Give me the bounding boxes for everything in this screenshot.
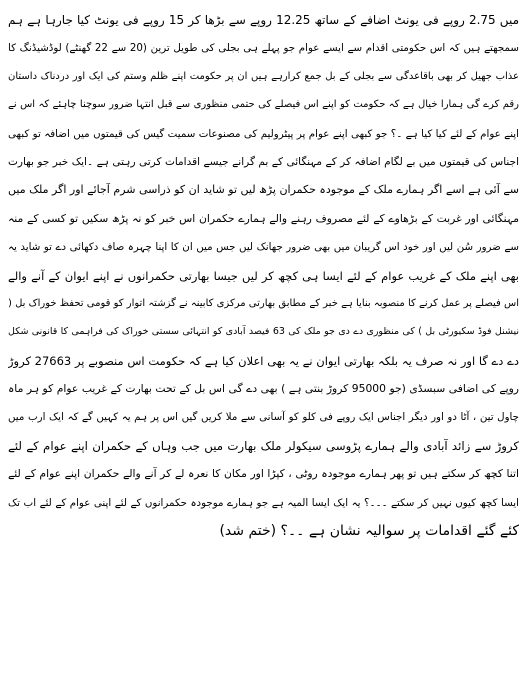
text-line-11: اس فیصلے پر عمل کرنے کا منصوبہ بنایا ہے خبر کے مطابق بھارتی مرکزی کابینہ نے گزشتہ اتوار کو قومی تحفظ خوراک بل (	[8, 297, 519, 309]
text-line-4: رقم کرے گی ہمارا خیال ہے کہ حکومت کو اپنے اس فیصلے کی حتمی منظوری سے قبل انتہا ضرور سوچنا چاہئے کہ اس نے	[8, 99, 519, 111]
text-line-13: دے دے گا اور نہ صرف یہ بلکہ بھارتی ایوان نے یہ بھی اعلان کیا ہے کہ حکومت اس منصوبے پر 27663 کروڑ	[8, 353, 519, 368]
article-body	[8, 6, 519, 545]
text-line-17: اتنا کچھ کر سکتے ہیں تو پھر ہمارے موجودہ روٹی ، کپڑا اور مکان کا نعرہ لے کر آنے والے حکمران اپنے عوام کے لئے	[8, 467, 519, 481]
text-line-5: اپنے عوام کے لئے کیا کیا ہے ۔؟ جو کبھی اپنے عوام پر پیٹرولیم کی مصنوعات سمیت گیس کی قیمتوں میں اضافہ تو کبھی	[8, 127, 519, 140]
text-line-16: کروڑ سے زائد آبادی والے ہمارے پڑوسی سیکولر ملک بھارت میں جب وہاں کے حکمران اپنے عوام کے لئے	[8, 438, 519, 453]
text-line-2: سمجھتے ہیں کہ اس حکومتی اقدام سے ایسے عوام جو پہلے ہی بجلی کی طویل ترین (20 سے 22 گھنٹے) لوڈشیڈنگ کا	[8, 42, 519, 55]
text-line-14: روپے کی اضافی سبسڈی (جو 95000 کروڑ بنتی ہے ) بھی دے گی اس بل کے تحت بھارت کے غریب عوام کو ہر ماہ	[8, 382, 519, 396]
text-line-12: نیشنل فوڈ سکیورٹی بل ) کی منظوری دے دی جو ملک کی 63 فیصد آبادی کو انتہائی سستی خوراک کی فراہمی کا قانونی شکل	[8, 326, 519, 338]
text-line-1: میں 2.75 روپے فی یونٹ اضافے کے ساتھ 12.25 روپے سے بڑھا کر 15 روپے فی یونٹ کیا جارہا ہے ہم	[8, 13, 519, 27]
text-line-18: ایسا کچھ کیوں نہیں کر سکتے ۔۔۔؟ یہ ایک ایسا المیہ ہے جو ہمارے موجودہ حکمرانوں کے لئے اپنی عوام کے لئے اب تک	[8, 496, 519, 509]
text-line-15: چاول تین ، آٹا دو اور دیگر اجناس ایک روپے فی کلو کو آسانی سے ملا کریں گیں اس پر ہم یہ کہیں گے کہ ایک ارب میں	[8, 411, 519, 424]
text-line-8: مہنگائی اور غربت کے بڑھاوے کے لئے مصروف رہنے والے ہمارے حکمران اس خبر کو نہ پڑھ سکیں تو کسی کے منہ	[8, 211, 519, 225]
text-line-9: سے ضرور سُن لیں اور خود اس گریبان میں بھی ضرور جھانک لیں جس میں ان کا اپنا چہرہ صاف دکھائی دے تو شاید یہ	[8, 241, 519, 254]
text-line-7: سے آئی ہے اسے اگر ہمارے ملک کے موجودہ حکمران پڑھ لیں تو شاید ان کو ذراسی شرم آجائے اور اگر ملک میں	[8, 183, 519, 197]
text-line-10: بھی اپنے ملک کے غریب عوام کے لئے ایسا ہی کچھ کر لیں جیسا بھارتی حکمرانوں نے اپنے ایوان کے آنے والے	[8, 268, 519, 283]
text-line-3: عذاب جھیل کر بھی باقاعدگی سے بجلی کے بل جمع کرارہے ہیں ان پر حکومت اپنے ظلم وستم کی ایک اور دردناک داستان	[8, 70, 519, 82]
text-line-19: کئے گئے اقدامات پر سوالیہ نشان ہے ۔۔؟ (ختم شد)	[219, 523, 519, 540]
text-line-6: اجناس کی قیمتوں میں بے لگام اضافہ کر کے مہنگائی کے بم گرانے جیسے اقدامات کرتی رہتی ہے ۔ایک خبر جو بھارت	[8, 155, 519, 168]
